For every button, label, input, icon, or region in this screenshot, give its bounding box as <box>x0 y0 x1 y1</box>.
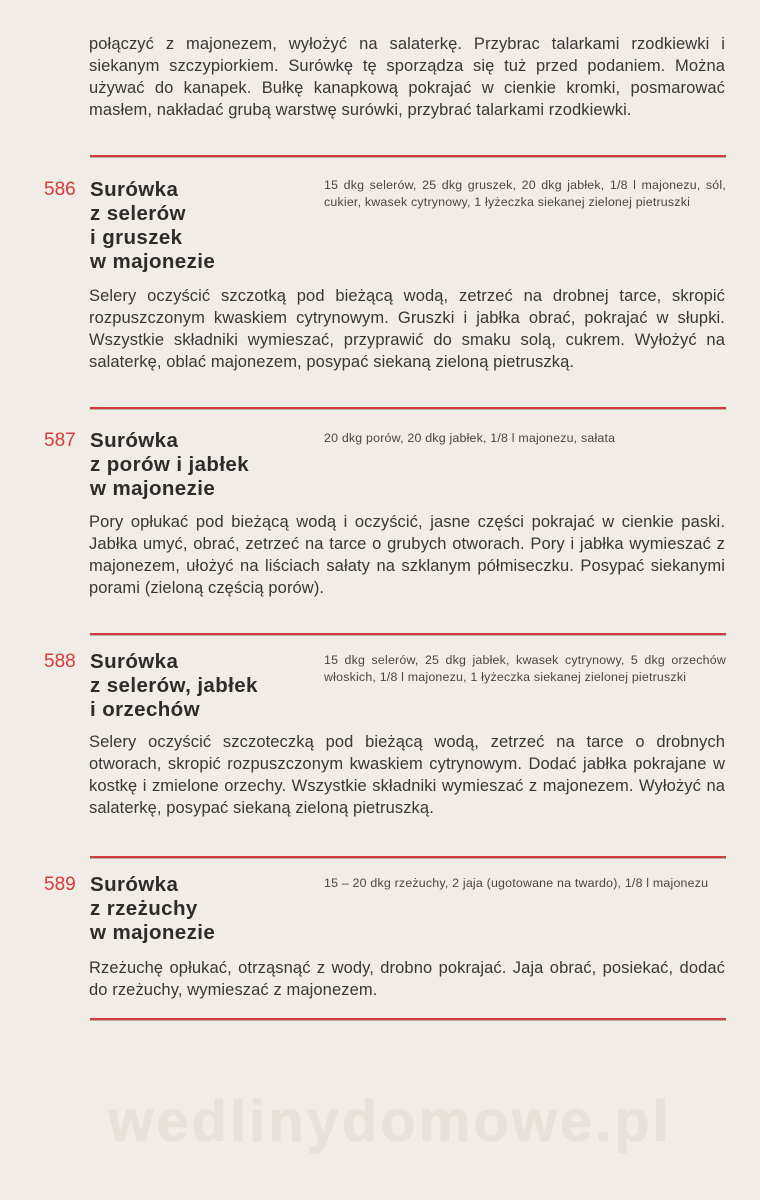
recipe-number: 587 <box>44 430 76 451</box>
intro-paragraph: połączyć z majonezem, wyłożyć na salaterkę. Przybrac talarkami rzodkiewki i siekanym szczypiorkiem. Surówkę tę sporządza się tuż przed podaniem. Można używać do kanapek. Bułkę kanapkową pokrajać w cienkie kromki, posmarować masłem, nakładać grubą warstwę surówki, przybrać talarkami rzodkiewki. <box>89 35 725 119</box>
recipe-title <box>90 429 310 501</box>
recipe-ingredients: 15 – 20 dkg rzeżuchy, 2 jaja (ugotowane na twardo), 1/8 l majonezu <box>324 876 709 890</box>
recipe-title-line: w majonezie <box>90 477 216 500</box>
section-divider <box>90 856 726 858</box>
recipe-title-line: i gruszek <box>90 226 183 249</box>
recipe-title <box>90 873 310 945</box>
recipe-title-line: Surówka <box>90 650 179 673</box>
recipe-number: 588 <box>44 651 76 672</box>
recipe-title <box>90 178 310 274</box>
recipe-ingredients: 20 dkg porów, 20 dkg jabłek, 1/8 l majonezu, sałata <box>324 431 616 445</box>
recipe-title-line: Surówka <box>90 178 179 201</box>
recipe-title-line: z selerów <box>90 202 186 225</box>
recipe-title-line: Surówka <box>90 429 179 452</box>
recipe-title <box>90 650 310 722</box>
recipe-ingredients: 15 dkg selerów, 25 dkg gruszek, 20 dkg jabłek, 1/8 l majonezu, sól, cukier, kwasek cytrynowy, 1 łyżeczka siekanej zielonej pietruszki <box>324 178 726 209</box>
section-divider <box>90 633 726 635</box>
recipe-title-line: w majonezie <box>90 250 216 273</box>
recipe-instructions: Selery oczyścić szczoteczką pod bieżącą wodą, zetrzeć na tarce o drobnych otworach, skropić rozpuszczonym kwaskiem cytrynowym. Dodać jabłka pokrajane w kostkę i zmielone orzechy. Wszystkie składniki wymieszać z majonezem. Wyłożyć na salaterkę, posypać siekaną zieloną pietruszką. <box>89 733 725 817</box>
recipe-title-line: z rzeżuchy <box>90 897 198 920</box>
section-divider <box>90 155 726 157</box>
section-divider <box>90 407 726 409</box>
recipe-title-line: z porów i jabłek <box>90 453 250 476</box>
recipe-title-line: z selerów, jabłek <box>90 674 258 697</box>
recipe-instructions: Selery oczyścić szczotką pod bieżącą wodą, zetrzeć na drobnej tarce, skropić rozpuszczonym kwaskiem cytrynowym. Gruszki i jabłka obrać, pokrajać w słupki. Wszystkie składniki wymieszać, przyprawić do smaku solą, cukrem. Wyłożyć na salaterkę, oblać majonezem, posypać siekaną zieloną pietruszką. <box>89 287 725 371</box>
recipe-ingredients: 15 dkg selerów, 25 dkg jabłek, kwasek cytrynowy, 5 dkg orzechów włoskich, 1/8 l majonezu, 1 łyżeczka siekanej zielonej pietruszki <box>324 653 726 684</box>
recipe-instructions: Pory opłukać pod bieżącą wodą i oczyścić, jasne części pokrajać w cienkie paski. Jabłka umyć, obrać, zetrzeć na tarce o grubych otworach. Pory i jabłka wymieszać z majonezem, ułożyć na liściach sałaty na szklanym półmiseczku. Posypać siekanymi porami (zieloną częścią porów). <box>89 513 725 597</box>
recipe-title-line: Surówka <box>90 873 179 896</box>
recipe-number: 586 <box>44 179 76 200</box>
recipe-instructions: Rzeżuchę opłukać, otrząsnąć z wody, drobno pokrajać. Jaja obrać, posiekać, dodać do rzeżuchy, wymieszać z majonezem. <box>89 959 725 999</box>
section-divider <box>90 1018 726 1020</box>
recipe-number: 589 <box>44 874 76 895</box>
watermark: wedlinydomowe.pl <box>108 1089 672 1154</box>
recipe-title-line: w majonezie <box>90 921 216 944</box>
recipe-title-line: i orzechów <box>90 698 200 721</box>
